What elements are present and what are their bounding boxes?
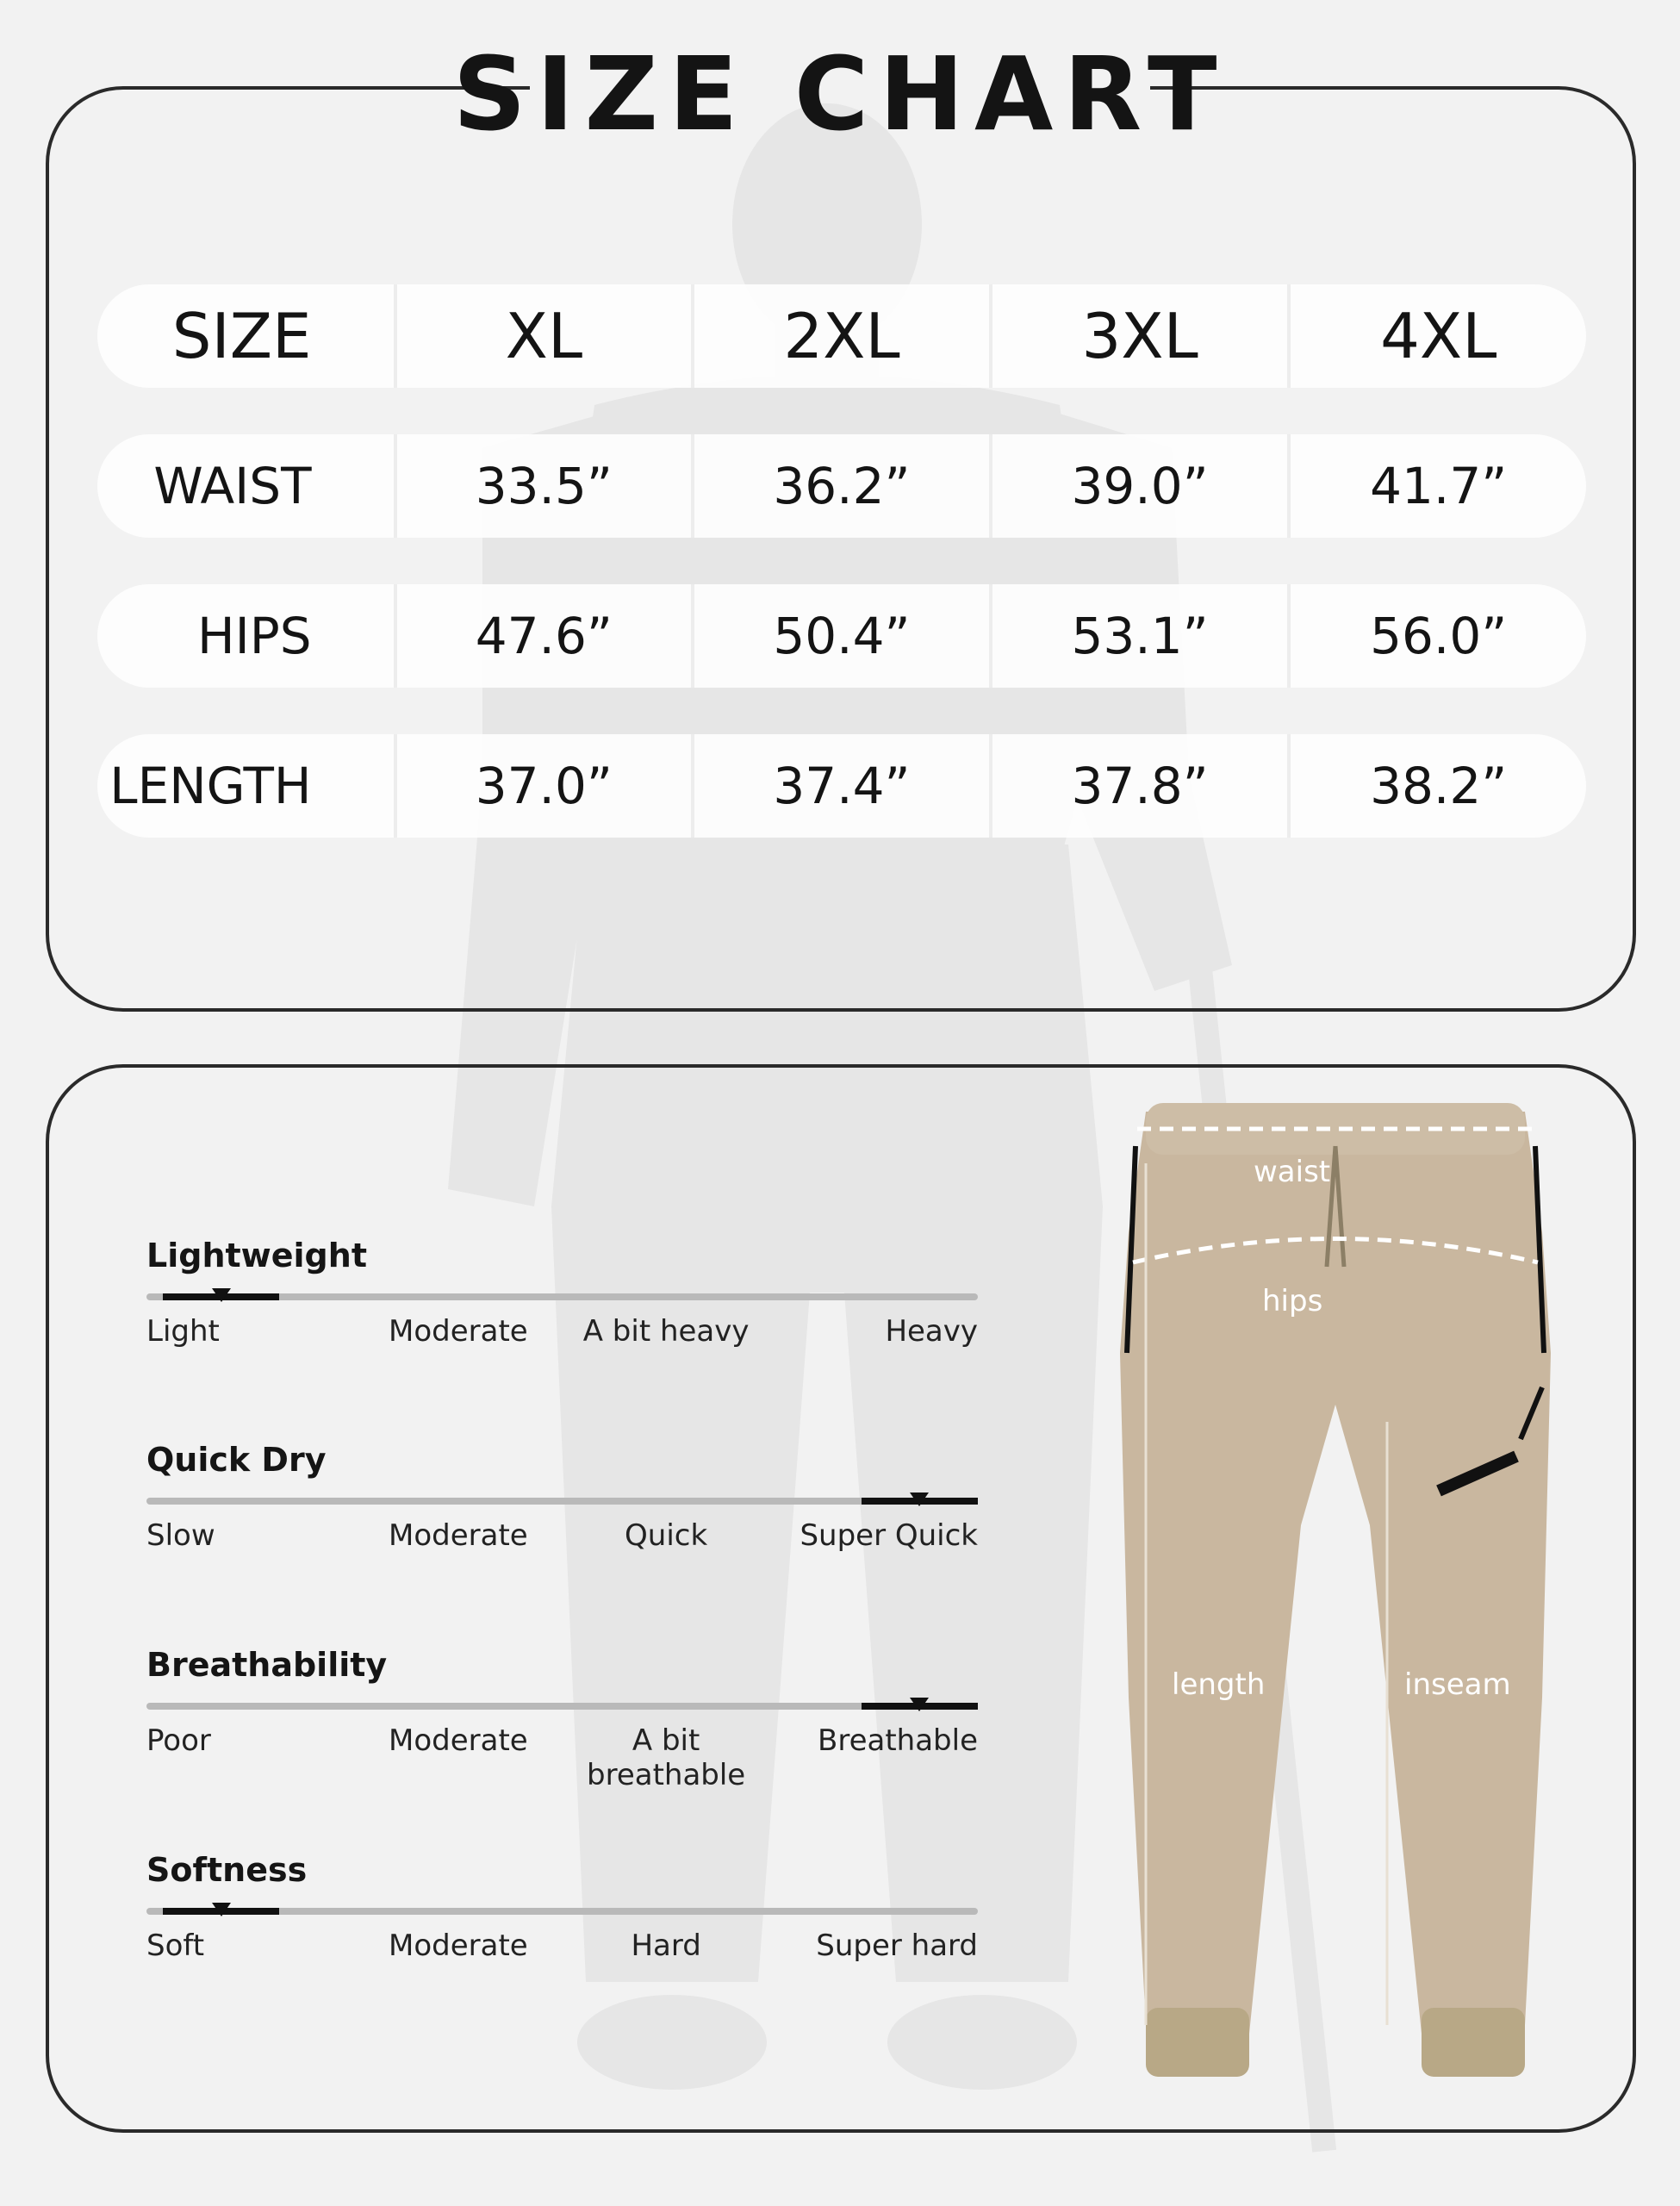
rating-scale-label: Moderate xyxy=(389,1314,528,1349)
rating-title: Softness xyxy=(146,1851,308,1889)
rating-scale-label: Poor xyxy=(146,1723,211,1758)
size-table xyxy=(97,284,1586,884)
rating-marker-icon xyxy=(910,1492,929,1506)
rating-title: Breathability xyxy=(146,1646,388,1684)
rating-scale-label: Moderate xyxy=(389,1929,528,1963)
length-label: length xyxy=(1172,1667,1266,1702)
rating-breathability xyxy=(146,1646,978,1792)
rating-scale-label: A bit breathable xyxy=(587,1723,746,1792)
table-cell: 33.5” xyxy=(394,434,692,538)
rating-scale-label: Heavy xyxy=(885,1314,978,1349)
page-title: SIZE CHART xyxy=(452,34,1228,153)
rating-scale-label: Moderate xyxy=(389,1518,528,1553)
rating-scale-label: Breathable xyxy=(818,1723,978,1758)
row-label-length: LENGTH xyxy=(109,757,312,815)
table-cell: 39.0” xyxy=(989,434,1288,538)
rating-track xyxy=(146,1703,978,1710)
rating-lightweight xyxy=(146,1237,978,1349)
pants-illustration xyxy=(1111,1094,1559,2111)
rating-scale-label: Hard xyxy=(631,1929,701,1963)
pants-drawing xyxy=(1111,1094,1559,2111)
rating-marker-icon xyxy=(212,1903,231,1916)
table-cell: 37.8” xyxy=(989,734,1288,838)
rating-scale-labels xyxy=(146,1314,978,1349)
rating-scale-label: A bit heavy xyxy=(582,1314,750,1349)
table-cell: 53.1” xyxy=(989,584,1288,688)
rating-track xyxy=(146,1293,978,1300)
table-row-length xyxy=(97,734,1586,838)
header-cell-4xl: 4XL xyxy=(1287,284,1586,388)
table-cell: 56.0” xyxy=(1287,584,1586,688)
table-row-waist xyxy=(97,434,1586,538)
rating-track xyxy=(146,1908,978,1915)
row-label-waist: WAIST xyxy=(153,457,312,515)
table-cell: 41.7” xyxy=(1287,434,1586,538)
rating-quick-dry xyxy=(146,1441,978,1553)
rating-title: Lightweight xyxy=(146,1237,367,1274)
table-cell: 47.6” xyxy=(394,584,692,688)
table-cell: 38.2” xyxy=(1287,734,1586,838)
rating-scale-label: Super Quick xyxy=(800,1518,978,1553)
waist-label: waist xyxy=(1254,1155,1331,1189)
inseam-label: inseam xyxy=(1404,1667,1511,1702)
table-cell: 36.2” xyxy=(691,434,989,538)
table-row-hips xyxy=(97,584,1586,688)
rating-scale-label: Super hard xyxy=(816,1929,978,1963)
rating-scale-label: Slow xyxy=(146,1518,215,1553)
table-cell: 50.4” xyxy=(691,584,989,688)
header-cell-size: SIZE xyxy=(171,300,312,372)
rating-scale-labels xyxy=(146,1518,978,1553)
header-cell-3xl: 3XL xyxy=(989,284,1288,388)
rating-track xyxy=(146,1498,978,1505)
hips-label: hips xyxy=(1262,1284,1323,1318)
rating-softness xyxy=(146,1851,978,1963)
rating-marker-icon xyxy=(910,1698,929,1711)
rating-scale-label: Soft xyxy=(146,1929,205,1963)
rating-scale-labels xyxy=(146,1929,978,1963)
rating-title: Quick Dry xyxy=(146,1441,327,1479)
rating-scale-label: Quick xyxy=(625,1518,708,1553)
rating-scale-label: Light xyxy=(146,1314,220,1349)
row-label-hips: HIPS xyxy=(197,607,312,665)
table-header-row xyxy=(97,284,1586,388)
rating-scale-label: Moderate xyxy=(389,1723,528,1758)
table-cell: 37.4” xyxy=(691,734,989,838)
header-cell-xl: XL xyxy=(394,284,692,388)
header-cell-2xl: 2XL xyxy=(691,284,989,388)
table-cell: 37.0” xyxy=(394,734,692,838)
rating-marker-icon xyxy=(212,1288,231,1302)
rating-scale-labels xyxy=(146,1723,978,1792)
